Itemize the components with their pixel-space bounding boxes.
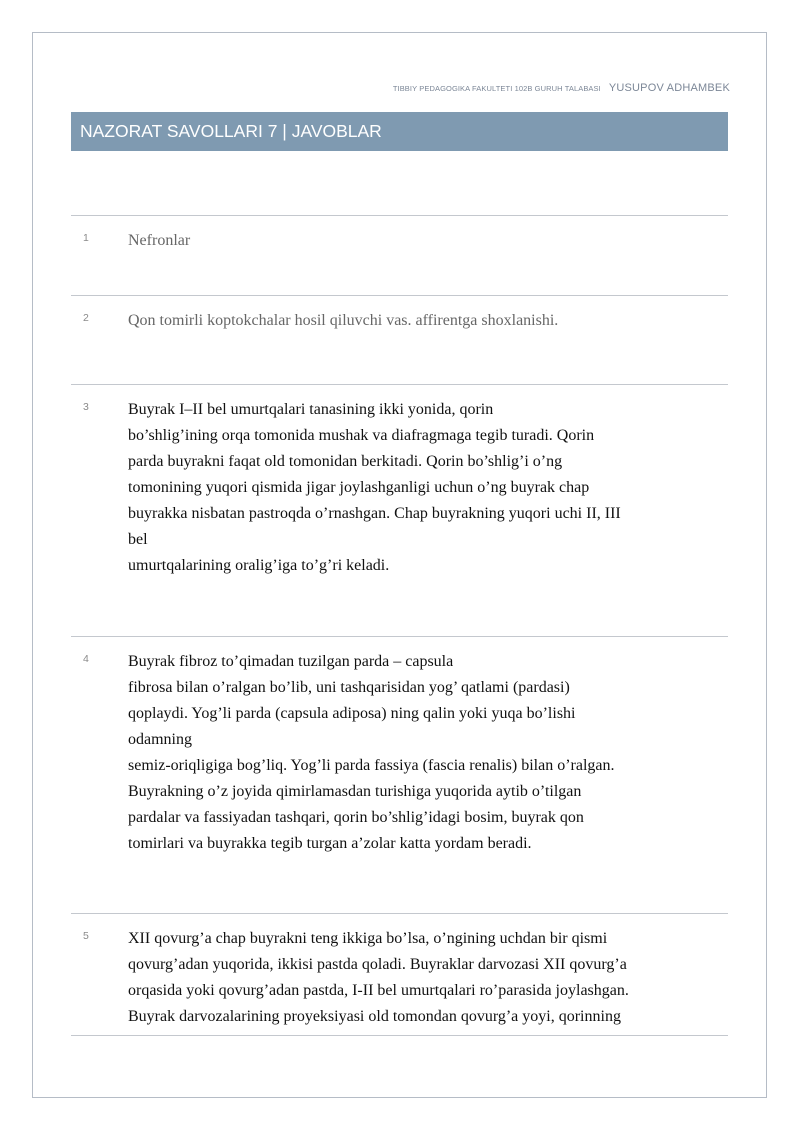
answer-row-4 <box>71 636 728 913</box>
answer-number: 2 <box>83 312 89 324</box>
title-bar <box>71 112 728 151</box>
answer-text: Buyrak I–II bel umurtqalari tanasining ikki yonida, qorin bo’shlig’ining orqa tomonida mushak va diafragmaga tegib turadi. Qorin parda buyrakni faqat old tomonidan berkitadi. Qorin bo’shlig’i o’ng tomonining yuqori qismida jigar joylashganligi uchun o’ng buyrak chap buyrakka nisbatan pastroqda o’rnashgan. Chap buyrakning yuqori uchi II, III bel umurtqalarining oralig’iga to’g’ri keladi. <box>128 401 621 574</box>
student-name: YUSUPOV ADHAMBEK <box>608 82 730 94</box>
answer-number: 5 <box>83 930 89 942</box>
answer-text: Qon tomirli koptokchalar hosil qiluvchi vas. affirentga shoxlanishi. <box>128 312 559 329</box>
answer-row-5 <box>71 913 728 1036</box>
answer-text: XII qovurg’a chap buyrakni teng ikkiga bo’lsa, o’ngining uchdan bir qismi qovurg’adan yuqorida, ikkisi pastda qoladi. Buyraklar darvozasi XII qovurg’a orqasida yoki qovurg’adan pastda, I-II bel umurtqalari ro’parasida joylashgan. Buyrak darvozalarining proyeksiyasi old tomondan qovurg’a yoyi, qorinning <box>128 930 629 1025</box>
answers-list <box>71 215 728 1036</box>
answer-number: 3 <box>83 401 89 413</box>
answer-row-1 <box>71 215 728 295</box>
answer-number: 4 <box>83 653 89 665</box>
answer-number: 1 <box>83 232 89 244</box>
page-title: NAZORAT SAVOLLARI 7 | JAVOBLAR <box>80 121 382 141</box>
page-header <box>393 82 730 94</box>
faculty-label: TIBBIY PEDAGOGIKA FAKULTETI 102B GURUH TALABASI <box>392 84 601 93</box>
answer-text: Buyrak fibroz to’qimadan tuzilgan parda – capsula fibrosa bilan o’ralgan bo’lib, uni tashqarisidan yog’ qatlami (pardasi) qoplaydi. Yog’li parda (capsula adiposa) ning qalin yoki yuqa bo’lishi odamning semiz-oriqligiga bog’liq. Yog’li parda fassiya (fascia renalis) bilan o’ralgan. Buyrakning o’z joyida qimirlamasdan turishiga yuqorida aytib o’tilgan pardalar va fassiyadan tashqari, qorin bo’shlig’idagi bosim, buyrak qon tomirlari va buyrakka tegib turgan a’zolar katta yordam beradi. <box>128 653 615 852</box>
answer-row-3 <box>71 384 728 636</box>
answer-row-2 <box>71 295 728 384</box>
answer-text: Nefronlar <box>128 232 191 249</box>
